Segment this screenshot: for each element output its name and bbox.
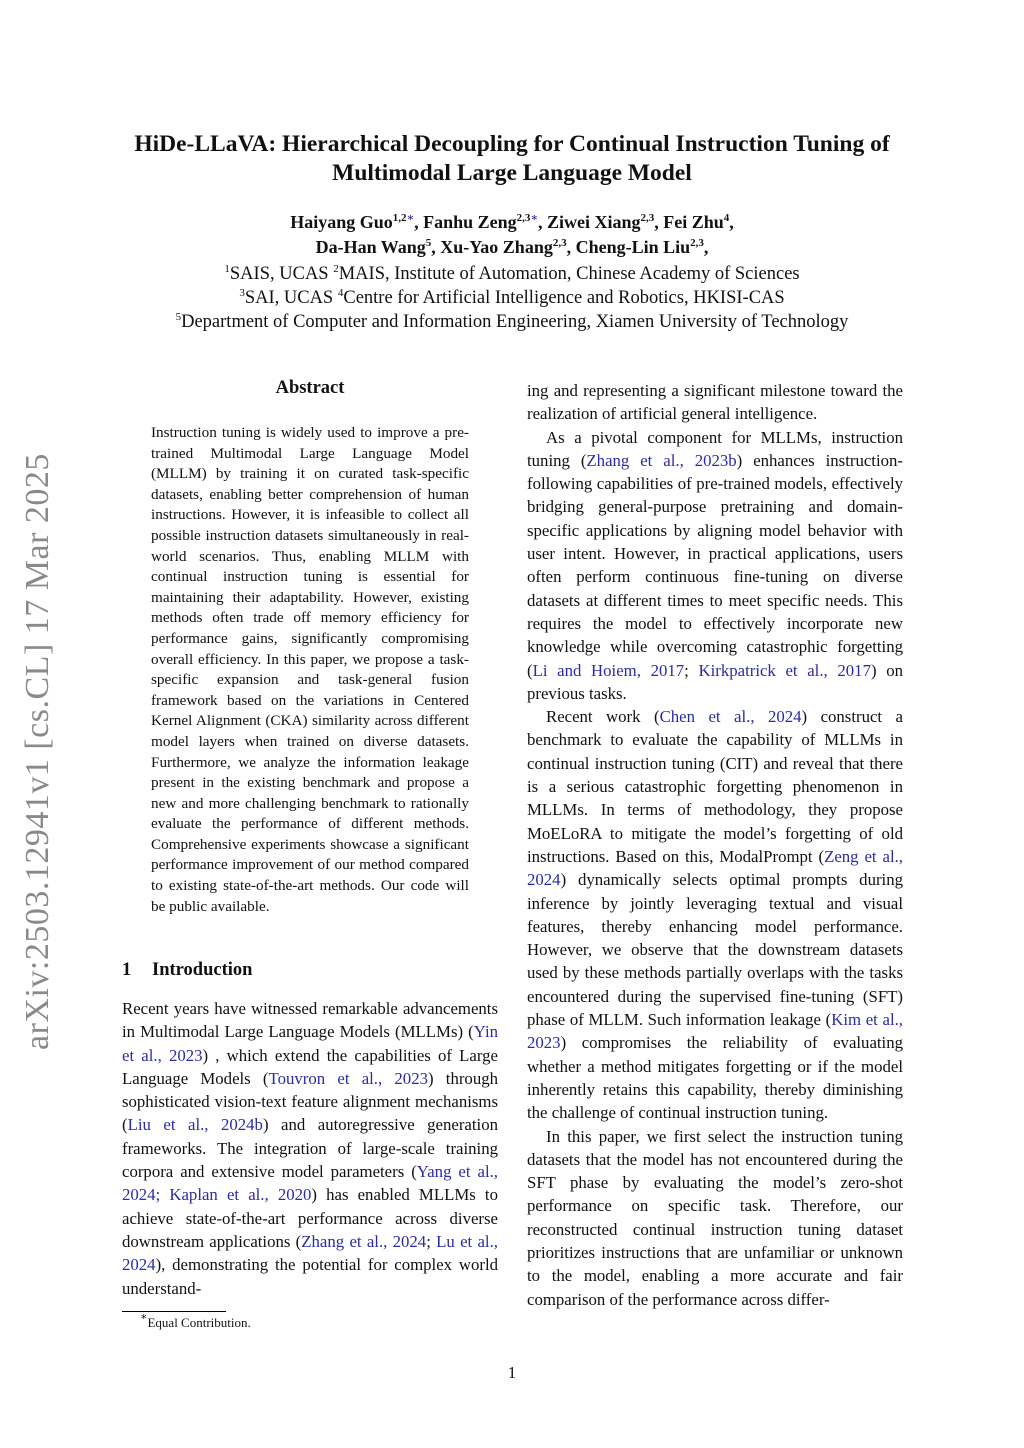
citation-link[interactable]: Touvron et al., 2023	[268, 1068, 428, 1088]
body-text: ;	[684, 660, 699, 680]
section-number: 1	[122, 960, 132, 980]
author-line-2: Da-Han Wang$^5$, Xu-Yao Zhang$^{2,3}$, Cheng-Lin Liu$^{2,3}$,	[315, 237, 709, 257]
paper-title	[100, 130, 924, 188]
author-name: Fei Zhu	[663, 212, 724, 232]
body-text: ) and autoregressive generation frameworks. The integration of large-scale training corpora and extensive model parameters (	[122, 1115, 498, 1182]
body-text: ) , which extend the capabilities of Large Language Models (	[122, 1045, 498, 1088]
intro-paragraph	[122, 997, 498, 1300]
footnote-divider	[122, 1311, 226, 1312]
body-text: ) construct a benchmark to evaluate the capability of MLLMs in continual instruction tuning (CIT) and reveal that there is a serious catastrophic forgetting phenomenon in MLLMs. In terms of methodology, they propose MoELoRA to mitigate the model’s forgetting of old instructions. Based on this, ModalPrompt (	[527, 707, 903, 866]
page-number: 1	[507, 1363, 517, 1382]
abstract-heading: Abstract	[275, 378, 345, 398]
body-text: As a pivotal component for MLLMs, instruction tuning (	[527, 427, 903, 470]
section-title: Introduction	[152, 960, 253, 980]
citation-link[interactable]: Zhang et al., 2023b	[586, 450, 737, 470]
arxiv-identifier: arXiv:2503.12941v1 [cs.CL] 17 Mar 2025	[19, 453, 56, 1050]
section-heading	[122, 960, 252, 981]
affiliation-line-3: $^5$Department of Computer and Information Engineering, Xiamen University of Technology	[175, 311, 849, 332]
affiliation-line-2: $^3$SAI, UCAS $^4$Centre for Artificial Intelligence and Robotics, HKISI-CAS	[239, 287, 785, 308]
citation-link[interactable]: Zhang et al., 2024	[301, 1231, 427, 1251]
author-list	[100, 210, 924, 260]
author-name: Haiyang Guo	[290, 212, 393, 232]
citation-link[interactable]: Liu et al., 2024b	[127, 1115, 263, 1135]
left-column-body	[122, 997, 498, 1300]
body-text: ), demonstrating the potential for complex world understand-	[122, 1255, 498, 1298]
body-paragraph	[527, 426, 903, 706]
abstract-text: Instruction tuning is widely used to improve a pre-trained Multimodal Large Language Model (MLLM) by training it on curated task-specific datasets, enabling better comprehension of human instructions. However, it is infeasible to collect all possible instruction datasets simultaneously in real-world scenarios. Thus, enabling MLLM with continual instruction tuning is essential for maintaining their adaptability. However, existing methods often trade off memory efficiency for performance gains, significantly compromising overall efficiency. In this paper, we propose a task-specific expansion and task-general fusion framework based on the variations in Centered Kernel Alignment (CKA) similarity across different model layers when trained on diverse datasets. Furthermore, we analyze the information leakage present in the existing benchmark and propose a new and more challenging benchmark to rationally evaluate the performance of different methods. Comprehensive experiments showcase a significant performance improvement of our method compared to existing state-of-the-art methods. Our code will be public available.	[151, 424, 469, 915]
author-name: Xu-Yao Zhang	[440, 237, 553, 257]
body-text: ing and representing a significant milestone toward the realization of artificial general intelligence.	[527, 381, 903, 424]
citation-link[interactable]: Chen et al., 2024	[659, 707, 802, 727]
body-text: Recent years have witnessed remarkable advancements in Multimodal Large Language Models (MLLMs) (	[122, 999, 498, 1042]
body-text: ) on previous tasks.	[527, 660, 903, 703]
right-column-body	[527, 379, 903, 1311]
citation-link[interactable]: Kirkpatrick et al., 2017	[698, 660, 871, 680]
body-paragraph	[527, 705, 903, 1124]
body-text: ) has enabled MLLMs to achieve state-of-the-art performance across diverse downstream applications (	[122, 1185, 498, 1251]
footnote: ∗Equal Contribution.	[140, 1311, 251, 1330]
body-text: ) dynamically selects optimal prompts during inference by jointly leveraging textual and visual features, thereby enhancing model performance. However, we observe that the downstream datasets used by these methods partially overlaps with the tasks encountered during the supervised fine-tuning (SFT) phase of MLLM. Such information leakage (	[527, 870, 903, 1030]
body-paragraph	[527, 379, 903, 426]
title-line-1: HiDe-LLaVA: Hierarchical Decoupling for Continual Instruction Tuning of	[134, 131, 890, 157]
body-text: ) enhances instruction-following capabilities of pre-trained models, effectively bridging general-purpose pretraining and domain-specific applications by aligning model behavior with user intent. However, in practical applications, users often perform continuous fine-tuning on diverse datasets at different times to meet specific needs. This requires the model to effectively incorporate new knowledge while overcoming catastrophic forgetting (	[527, 450, 903, 680]
title-line-2: Multimodal Large Language Model	[332, 160, 692, 186]
author-name: Fanhu Zeng	[423, 212, 517, 232]
body-text: Recent work (	[546, 707, 660, 727]
citation-link[interactable]: Yin et al., 2023	[122, 1022, 498, 1065]
body-text: In this paper, we first select the instruction tuning datasets that the model has not encountered during the SFT phase by evaluating the model’s zero-shot performance on specific task. Therefore, our reconstructed continual instruction tuning dataset prioritizes instructions that are unfamiliar or unknown to the model, enabling a more accurate and fair comparison of the performance across differ-	[527, 1126, 903, 1309]
citation-link[interactable]: Lu et al., 2024	[122, 1231, 498, 1275]
citation-link[interactable]: Zeng et al., 2024	[527, 846, 903, 890]
author-name: Ziwei Xiang	[547, 212, 641, 232]
body-text: ) through sophisticated vision-text feature alignment mechanisms (	[122, 1068, 498, 1135]
body-paragraph	[527, 1125, 903, 1311]
author-line-1: Haiyang Guo$^{1,2∗}$, Fanhu Zeng$^{2,3∗}$, Ziwei Xiang$^{2,3}$, Fei Zhu$^4$,	[290, 212, 734, 232]
affiliations	[100, 262, 924, 334]
body-text: ;	[426, 1231, 437, 1251]
affiliation-line-1: $^1$SAIS, UCAS $^2$MAIS, Institute of Automation, Chinese Academy of Sciences	[224, 263, 800, 284]
citation-link[interactable]: Yang et al., 2024; Kaplan et al., 2020	[122, 1162, 498, 1205]
body-text: ) compromises the reliability of evaluating whether a method mitigates forgetting or if the model inherently retains this capability, thereby diminishing the challenge of continual instruction tuning.	[527, 1033, 903, 1123]
citation-link[interactable]: Kim et al., 2023	[527, 1010, 903, 1053]
author-name: Da-Han Wang	[315, 237, 426, 257]
author-name: Cheng-Lin Liu	[575, 237, 691, 257]
citation-link[interactable]: Li and Hoiem, 2017	[532, 660, 685, 680]
